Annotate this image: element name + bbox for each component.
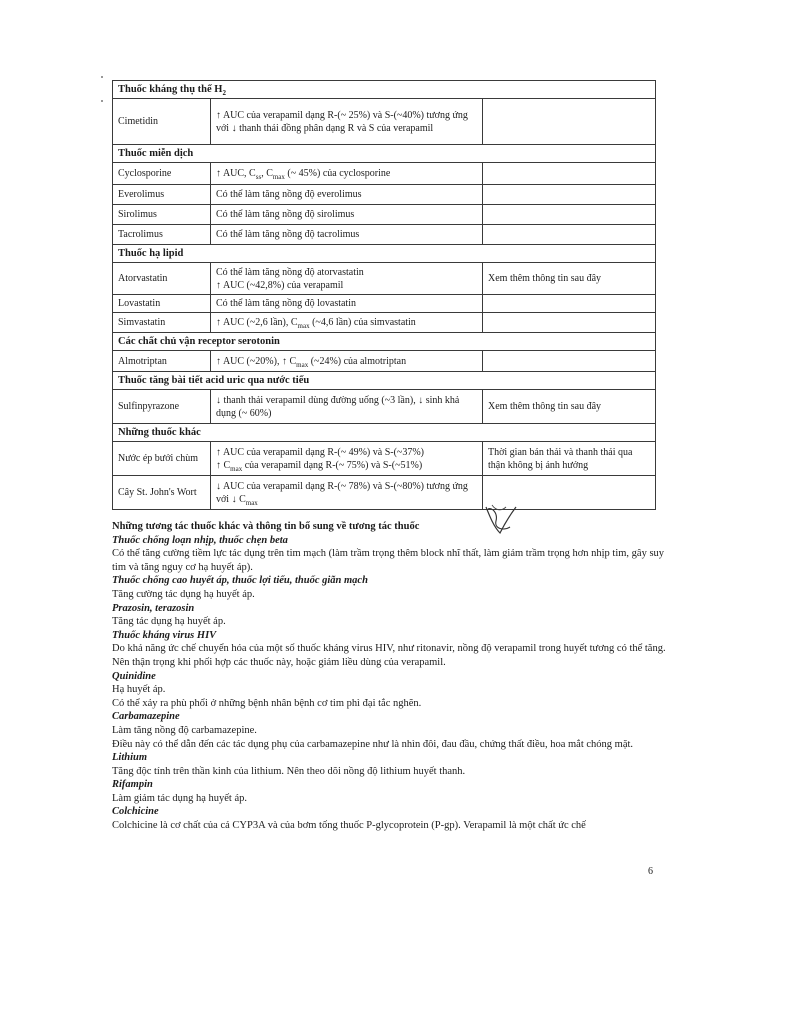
drug-note xyxy=(483,205,656,225)
category-lipid-lowering: Thuốc hạ lipid xyxy=(113,245,656,263)
drug-note xyxy=(483,351,656,372)
category-immunosuppressants: Thuốc miễn dịch xyxy=(113,145,656,163)
scan-speck xyxy=(101,76,103,78)
drug-effect: ↑ AUC, $C_{ss}$, $C_{max}$ (~ 45%) của cyclosporine xyxy=(211,163,483,185)
drug-effect: Có thể làm tăng nồng độ lovastatin xyxy=(211,295,483,313)
category-h2-antagonists: Thuốc kháng thụ thể $H_2$ xyxy=(113,81,656,99)
drug-effect: ↓ AUC của verapamil dạng R-(~ 78%) và S-(~80%) tương ứng với ↓ $C_{max}$ xyxy=(211,476,483,510)
table-row xyxy=(113,390,656,424)
drug-note xyxy=(483,163,656,185)
section-text-colchicine: Colchicine là cơ chất của cả CYP3A và của bơm tống thuốc P-glycoprotein (P-gp). Verapamil là một chất ức chế xyxy=(112,820,586,832)
drug-effect: ↑ AUC (~20%), ↑ $C_{max}$ (~24%) của almotriptan xyxy=(211,351,483,372)
drug-name: Tacrolimus xyxy=(113,225,211,245)
drug-name: Everolimus xyxy=(113,185,211,205)
section-heading-carbamazepine: Carbamazepine xyxy=(112,711,180,723)
drug-name: Almotriptan xyxy=(113,351,211,372)
section-text-hiv: Do khả năng ức chế chuyển hóa của một số thuốc kháng virus HIV, như ritonavir, nồng độ verapamil trong huyết tương có thể tăng. Nên thận trọng khi phối hợp các thuốc này, hoặc giảm liều dùng của verapamil. xyxy=(112,643,666,668)
drug-effect: Có thể làm tăng nồng độ everolimus xyxy=(211,185,483,205)
drug-note xyxy=(483,313,656,333)
section-heading-colchicine: Colchicine xyxy=(112,806,159,818)
section-text-quinidine-1: Hạ huyết áp. xyxy=(112,684,166,696)
table-row xyxy=(113,313,656,333)
section-heading-antiarrhythmic: Thuốc chống loạn nhịp, thuốc chẹn beta xyxy=(112,534,288,546)
table-row xyxy=(113,442,656,476)
section-heading-antihypertensive: Thuốc chống cao huyết áp, thuốc lợi tiểu, thuốc giãn mạch xyxy=(112,575,368,587)
drug-interaction-table-container xyxy=(112,80,655,510)
table-row xyxy=(113,163,656,185)
section-heading-main: Những tương tác thuốc khác và thông tin bổ sung về tương tác thuốc xyxy=(112,521,420,532)
category-serotonin-agonists: Các chất chủ vận receptor serotonin xyxy=(113,333,656,351)
page-number: 6 xyxy=(648,866,653,877)
drug-name: Cimetidin xyxy=(113,99,211,145)
drug-name: Atorvastatin xyxy=(113,263,211,295)
drug-effect: ↑ AUC (~2,6 lần), $C_{max}$ (~4,6 lần) của simvastatin xyxy=(211,313,483,333)
drug-interaction-table xyxy=(112,80,656,510)
drug-name: Cyclosporine xyxy=(113,163,211,185)
drug-effect: Có thể làm tăng nồng độ tacrolimus xyxy=(211,225,483,245)
table-row xyxy=(113,476,656,510)
table-row xyxy=(113,351,656,372)
scan-speck xyxy=(101,100,103,102)
category-row-h2-antagonists xyxy=(113,81,656,99)
drug-note xyxy=(483,99,656,145)
drug-note xyxy=(483,225,656,245)
category-uricosurics: Thuốc tăng bài tiết acid uric qua nước tiểu xyxy=(113,372,656,390)
drug-name: Nước ép bưởi chùm xyxy=(113,442,211,476)
drug-note: Thời gian bán thải và thanh thải qua thận không bị ảnh hưởng xyxy=(483,442,656,476)
section-text-antiarrhythmic: Có thể tăng cường tiềm lực tác dụng trên tim mạch (làm trầm trọng thêm block nhĩ thất, làm giảm trầm trọng hơn nhịp tim, gây suy tim và tăng nguy cơ hạ huyết áp). xyxy=(112,548,665,573)
section-text-antihypertensive: Tăng cường tác dụng hạ huyết áp. xyxy=(112,588,255,600)
section-text-rifampin: Làm giảm tác dụng hạ huyết áp. xyxy=(112,792,247,804)
section-heading-quinidine: Quinidine xyxy=(112,670,156,682)
drug-note xyxy=(483,295,656,313)
table-row xyxy=(113,185,656,205)
drug-effect: ↑ AUC của verapamil dạng R-(~ 25%) và S-(~40%) tương ứng với ↓ thanh thải đồng phân dạng R và S của verapamil xyxy=(211,99,483,145)
drug-note: Xem thêm thông tin sau đây xyxy=(483,390,656,424)
table-row xyxy=(113,263,656,295)
drug-effect: ↓ thanh thải verapamil dùng đường uống (~3 lần), ↓ sinh khả dụng (~ 60%) xyxy=(211,390,483,424)
section-heading-lithium: Lithium xyxy=(112,752,148,764)
category-row-uricosurics xyxy=(113,372,656,390)
drug-note xyxy=(483,185,656,205)
category-row-immunosuppressants xyxy=(113,145,656,163)
section-text-prazosin: Tăng tác dụng hạ huyết áp. xyxy=(112,616,226,628)
drug-effect: ↑ AUC của verapamil dạng R-(~ 49%) và S-(~37%) ↑ $C_{max}$ của verapamil dạng R-(~ 75%) và S-(~51%) xyxy=(211,442,483,476)
category-row-lipid-lowering xyxy=(113,245,656,263)
section-heading-rifampin: Rifampin xyxy=(112,779,153,791)
category-row-serotonin-agonists xyxy=(113,333,656,351)
drug-name: Sirolimus xyxy=(113,205,211,225)
table-row xyxy=(113,205,656,225)
category-other-drugs: Những thuốc khác xyxy=(113,424,656,442)
drug-name: Lovastatin xyxy=(113,295,211,313)
section-heading-prazosin: Prazosin, terazosin xyxy=(112,602,195,614)
table-row xyxy=(113,99,656,145)
table-row xyxy=(113,225,656,245)
section-text-lithium: Tăng độc tính trên thần kinh của lithium. Nên theo dõi nồng độ lithium huyết thanh. xyxy=(112,765,466,777)
section-heading-hiv: Thuốc kháng virus HIV xyxy=(112,629,217,641)
drug-note: Xem thêm thông tin sau đây xyxy=(483,263,656,295)
drug-effect: Có thể làm tăng nồng độ atorvastatin ↑ AUC (~42,8%) của verapamil xyxy=(211,263,483,295)
section-text-carbamazepine-1: Làm tăng nồng độ carbamazepine. xyxy=(112,724,257,736)
drug-name: Simvastatin xyxy=(113,313,211,333)
drug-effect: Có thể làm tăng nồng độ sirolimus xyxy=(211,205,483,225)
category-row-other-drugs xyxy=(113,424,656,442)
table-row xyxy=(113,295,656,313)
drug-name: Sulfinpyrazone xyxy=(113,390,211,424)
section-text-carbamazepine-2: Điều này có thể dẫn đến các tác dụng phụ của carbamazepine như là nhìn đôi, đau đầu, chứng thất điều, hoa mắt chóng mặt. xyxy=(112,738,634,750)
additional-interactions-text xyxy=(112,520,672,833)
section-text-quinidine-2: Có thể xảy ra phù phổi ở những bệnh nhân bệnh cơ tim phì đại tắc nghẽn. xyxy=(112,697,422,709)
drug-name: Cây St. John's Wort xyxy=(113,476,211,510)
